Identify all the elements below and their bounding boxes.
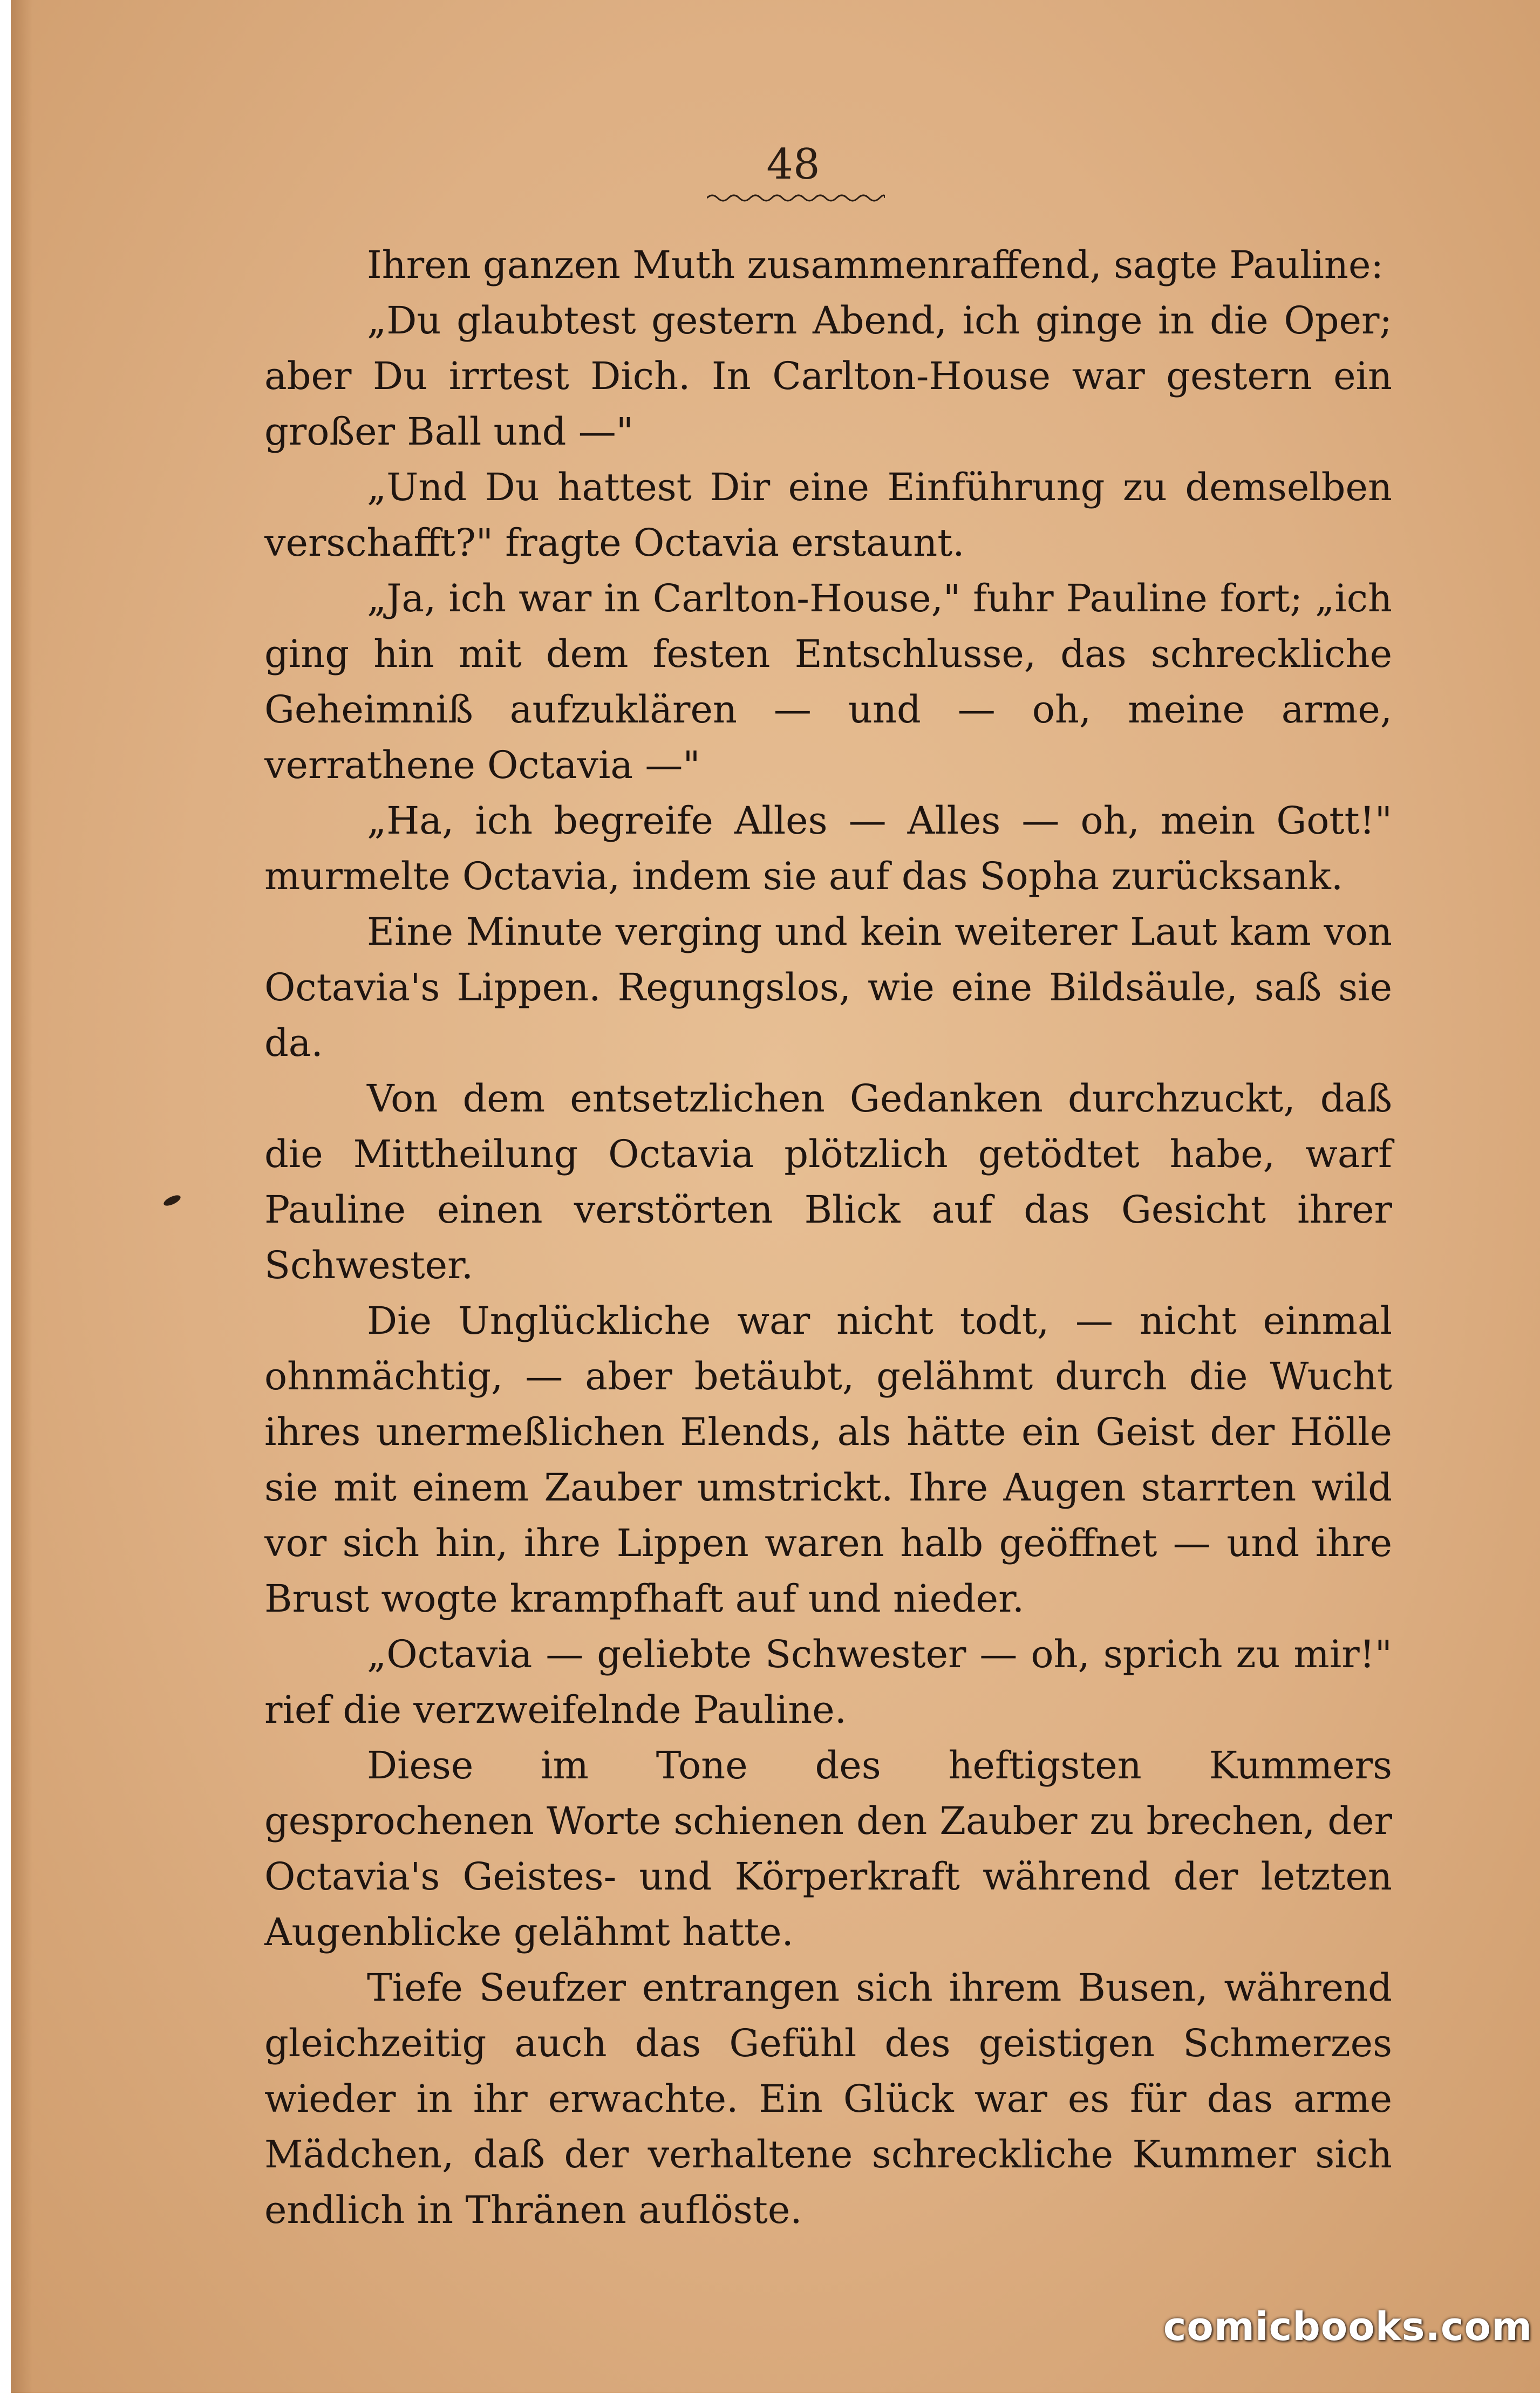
paragraph-5: „Ha, ich begreife Alles — Alles — oh, mein Gott!" murmelte Octavia, indem sie auf das Sopha zurücksank. (264, 799, 1392, 898)
paragraph-8: Die Unglückliche war nicht todt, — nicht einmal ohnmächtig, — aber betäubt, gelähmt durch die Wucht ihres unermeßlichen Elends, als hätte ein Geist der Hölle sie mit einem Zauber umstrickt. Ihre Augen starrten wild vor sich hin, ihre Lippen waren halb geöffnet — und ihre Brust wogte krampfhaft auf und nieder. (264, 1299, 1392, 1621)
paragraph-10: Diese im Tone des heftigsten Kummers gesprochenen Worte schienen den Zauber zu brechen, der Octavia's Geistes- und Körperkraft während der letzten Augenblicke gelähmt hatte. (264, 1743, 1392, 1954)
page-number: 48 (766, 140, 820, 189)
paragraph-4: „Ja, ich war in Carlton-House," fuhr Pauline fort; „ich ging hin mit dem festen Entschlusse, das schreckliche Geheimniß aufzuklären — und — oh, meine arme, verrathene Octavia —" (264, 576, 1392, 787)
ornament-divider (707, 192, 885, 204)
paragraph-7: Von dem entsetzlichen Gedanken durchzuckt, daß die Mittheilung Octavia plötzlich getödtet habe, warf Pauline einen verstörten Blick auf das Gesicht ihrer Schwester. (264, 1076, 1392, 1287)
paragraph-9: „Octavia — geliebte Schwester — oh, sprich zu mir!" rief die verzweifelnde Pauline. (264, 1632, 1392, 1732)
paragraph-2: „Du glaubtest gestern Abend, ich ginge in die Oper; aber Du irrtest Dich. In Carlton-House war gestern ein großer Ball und —" (264, 298, 1392, 454)
body-text (264, 237, 1392, 2238)
ink-blot (162, 1193, 182, 1208)
paragraph-1: Ihren ganzen Muth zusammenraffend, sagte Pauline: (367, 243, 1384, 287)
paragraph-3: „Und Du hattest Dir eine Einführung zu demselben verschafft?" fragte Octavia erstaunt. (264, 465, 1392, 565)
paragraph-11: Tiefe Seufzer entrangen sich ihrem Busen, während gleichzeitig auch das Gefühl des geistigen Schmerzes wieder in ihr erwachte. Ein Glück war es für das arme Mädchen, daß der verhaltene schreckliche Kummer sich endlich in Thränen auflöste. (264, 1966, 1392, 2232)
book-page (11, 0, 1540, 2393)
watermark: comicbooks.com (1163, 2304, 1532, 2349)
paragraph-6: Eine Minute verging und kein weiterer Laut kam von Octavia's Lippen. Regungslos, wie eine Bildsäule, saß sie da. (264, 910, 1392, 1065)
